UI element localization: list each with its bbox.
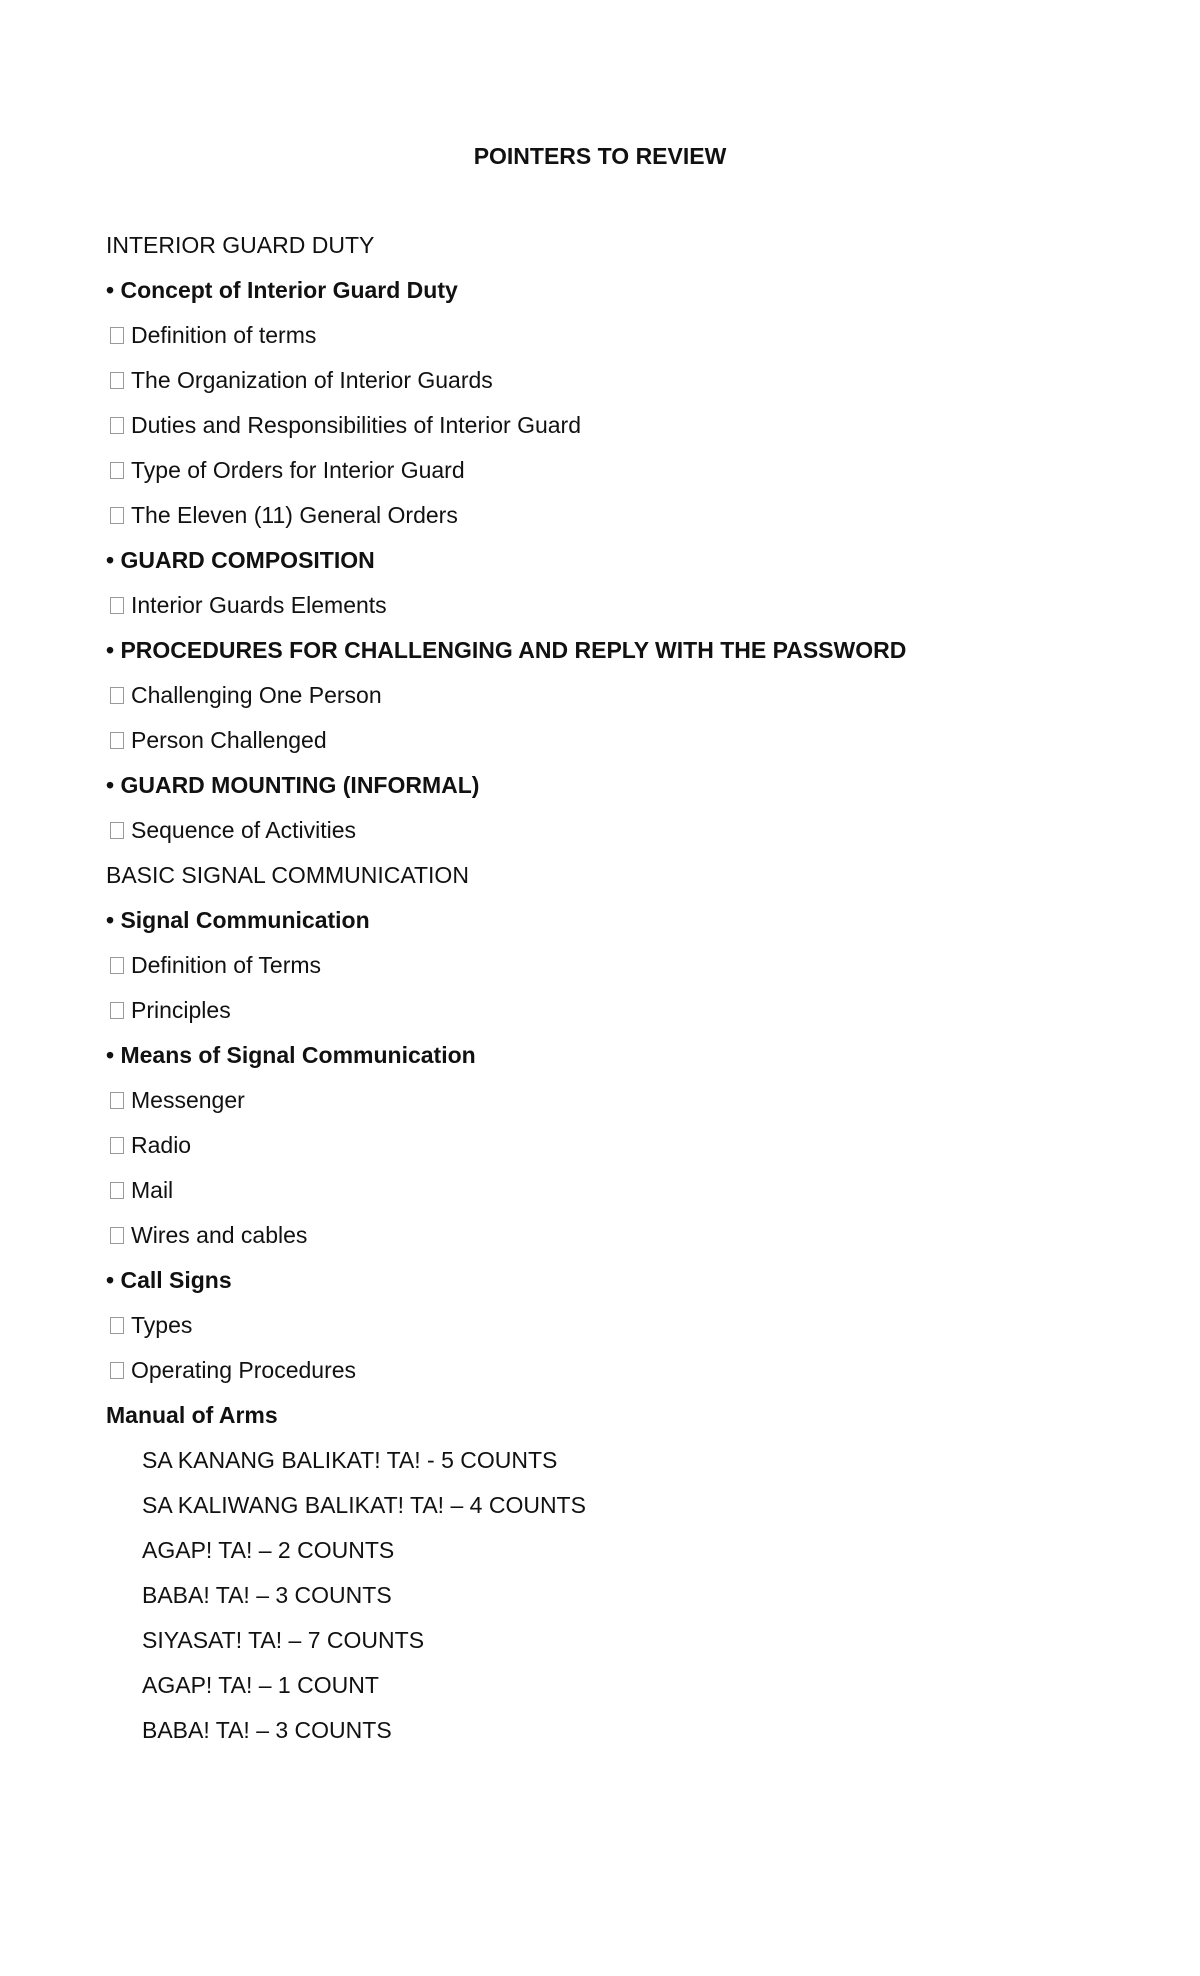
subtopic-item [106,1310,1106,1355]
subtopic-item [106,365,1106,410]
missing-glyph-box-icon [110,732,124,749]
subtopic-item [106,995,1106,1040]
bullet-topic [106,635,1106,680]
subtopic-text: Definition of Terms [131,952,322,978]
subtopic-text: Operating Procedures [131,1357,357,1383]
command-item [106,1535,1106,1580]
command-text: SA KALIWANG BALIKAT! TA! – 4 COUNTS [142,1492,586,1518]
missing-glyph-box-icon [110,1317,124,1334]
subtopic-item [106,1355,1106,1400]
subtopic-item [106,455,1106,500]
section-heading [106,230,1106,275]
missing-glyph-box-icon [110,507,124,524]
subtopic-item [106,680,1106,725]
subtopic-item [106,725,1106,770]
bullet-topic [106,905,1106,950]
command-text: SA KANANG BALIKAT! TA! - 5 COUNTS [142,1447,558,1473]
command-text: SIYASAT! TA! – 7 COUNTS [142,1627,425,1653]
bullet-topic [106,275,1106,320]
bullet-topic-text: Means of Signal Communication [120,1042,476,1068]
subtopic-item [106,1085,1106,1130]
subtopic-text: Type of Orders for Interior Guard [131,457,465,483]
subtopic-text: Mail [131,1177,174,1203]
command-text: AGAP! TA! – 2 COUNTS [142,1537,395,1563]
command-item [106,1670,1106,1715]
missing-glyph-box-icon [110,417,124,434]
missing-glyph-box-icon [110,462,124,479]
bullet-icon: • [106,547,115,573]
missing-glyph-box-icon [110,1182,124,1199]
subtopic-text: Challenging One Person [131,682,382,708]
subtopic-text: Person Challenged [131,727,327,753]
bullet-icon: • [106,637,115,663]
command-item [106,1625,1106,1670]
bullet-topic [106,1040,1106,1085]
subtopic-item [106,320,1106,365]
subtopic-item [106,815,1106,860]
heading-text: Manual of Arms [106,1402,278,1428]
bullet-icon: • [106,1267,115,1293]
subtopic-item [106,950,1106,995]
subtopic-text: Sequence of Activities [131,817,357,843]
command-text: BABA! TA! – 3 COUNTS [142,1582,392,1608]
missing-glyph-box-icon [110,327,124,344]
review-list [106,230,1106,1760]
missing-glyph-box-icon [110,1227,124,1244]
missing-glyph-box-icon [110,822,124,839]
subtopic-text: Principles [131,997,231,1023]
subtopic-text: Messenger [131,1087,245,1113]
subtopic-text: Interior Guards Elements [131,592,387,618]
subtopic-text: Duties and Responsibilities of Interior Guard [131,412,582,438]
bullet-icon: • [106,277,115,303]
bullet-icon: • [106,772,115,798]
subtopic-text: The Eleven (11) General Orders [131,502,458,528]
missing-glyph-box-icon [110,1092,124,1109]
bullet-topic-text: GUARD COMPOSITION [120,547,375,573]
bullet-topic-text: Call Signs [120,1267,232,1293]
subtopic-item [106,1175,1106,1220]
bullet-topic [106,545,1106,590]
command-item [106,1490,1106,1535]
missing-glyph-box-icon [110,957,124,974]
subtopic-text: Radio [131,1132,192,1158]
page-title: POINTERS TO REVIEW [473,143,727,169]
missing-glyph-box-icon [110,372,124,389]
subtopic-text: Types [131,1312,193,1338]
subtopic-text: The Organization of Interior Guards [131,367,493,393]
bullet-icon: • [106,1042,115,1068]
subtopic-item [106,1130,1106,1175]
section-heading [106,860,1106,905]
bullet-topic-text: Concept of Interior Guard Duty [120,277,458,303]
subtopic-item [106,500,1106,545]
command-text: BABA! TA! – 3 COUNTS [142,1717,392,1743]
missing-glyph-box-icon [110,597,124,614]
subtopic-item [106,410,1106,455]
command-item [106,1580,1106,1625]
subtopic-item [106,590,1106,635]
bullet-topic [106,770,1106,815]
subtopic-text: Definition of terms [131,322,317,348]
command-text: AGAP! TA! – 1 COUNT [142,1672,379,1698]
bullet-topic [106,1265,1106,1310]
section-heading-text: INTERIOR GUARD DUTY [106,232,375,258]
subtopic-item [106,1220,1106,1265]
bullet-icon: • [106,907,115,933]
missing-glyph-box-icon [110,1137,124,1154]
missing-glyph-box-icon [110,687,124,704]
bullet-topic-text: Signal Communication [120,907,370,933]
missing-glyph-box-icon [110,1002,124,1019]
missing-glyph-box-icon [110,1362,124,1379]
subtopic-text: Wires and cables [131,1222,308,1248]
command-item [106,1445,1106,1490]
bullet-topic-text: PROCEDURES FOR CHALLENGING AND REPLY WITH THE PASSWORD [120,637,907,663]
command-item [106,1715,1106,1760]
section-heading-text: BASIC SIGNAL COMMUNICATION [106,862,469,888]
bullet-topic-text: GUARD MOUNTING (INFORMAL) [120,772,480,798]
manual-of-arms-heading [106,1400,1106,1445]
